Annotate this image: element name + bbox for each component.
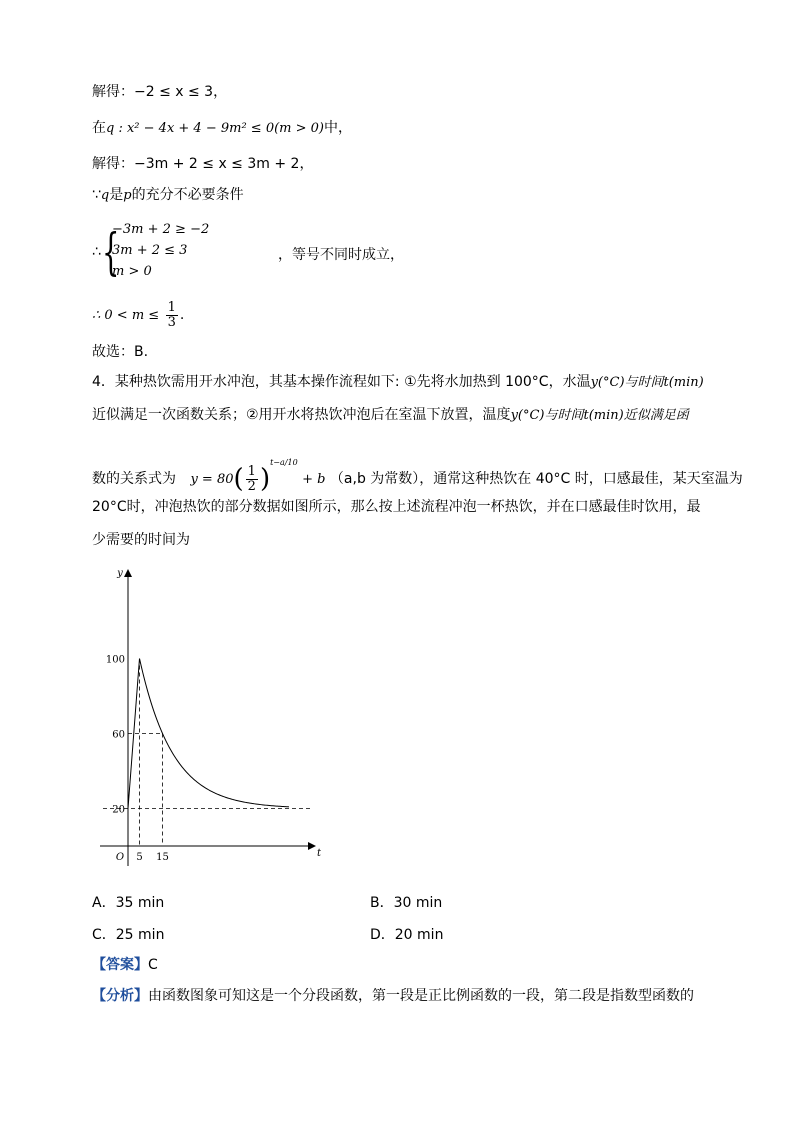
system-row-3: m > 0 bbox=[112, 264, 152, 279]
analysis-text: 由函数图象可知这是一个分段函数，第一段是正比例函数的一段，第二段是指数型函数的 bbox=[148, 988, 694, 1004]
fraction-one-third bbox=[166, 301, 178, 330]
q-line1-text: 4．某种热饮需用开水冲泡，其基本操作流程如下: ①先将水加热到 100°C，水温 bbox=[92, 374, 591, 390]
system-note: ，等号不同时成立， bbox=[278, 247, 404, 263]
solution-line-1: 解得：−2 ≤ x ≤ 3， bbox=[92, 84, 228, 100]
half-numerator: 1 bbox=[247, 463, 256, 479]
because-symbol: ∵ bbox=[92, 187, 101, 203]
q-line1-t: t(min) bbox=[663, 375, 704, 390]
x-axis-label: t bbox=[316, 848, 322, 859]
answer-value: C bbox=[148, 957, 158, 973]
x-tick-label-5: 5 bbox=[136, 852, 143, 863]
temperature-time-graph bbox=[90, 560, 340, 870]
origin-label: O bbox=[115, 852, 125, 863]
y-tick-label-20: 20 bbox=[112, 804, 125, 816]
inequality-system bbox=[92, 222, 412, 284]
q-line3-rest: （a,b 为常数），通常这种热饮在 40°C 时，口感最佳，某天室温为 bbox=[329, 471, 743, 487]
therefore-symbol: ∴ bbox=[92, 244, 101, 260]
fraction-numerator: 1 bbox=[167, 299, 176, 315]
line6-period: . bbox=[179, 307, 185, 323]
analysis-line bbox=[92, 986, 694, 1006]
answer-tag: 【答案】 bbox=[92, 957, 148, 973]
y-axis-label: y bbox=[117, 568, 123, 579]
line2-suffix: 中， bbox=[324, 120, 352, 136]
y-tick-label-60: 60 bbox=[112, 729, 125, 741]
var-p: p bbox=[123, 188, 132, 203]
solution-line-3: 解得：−3m + 2 ≤ x ≤ 3m + 2， bbox=[92, 156, 314, 172]
inequality-q: q : x² − 4x + 4 − 9m² ≤ 0(m > 0) bbox=[106, 121, 324, 136]
question-line-5: 少需要的时间为 bbox=[92, 532, 190, 548]
solution-line-2 bbox=[92, 118, 352, 139]
half-denominator: 2 bbox=[247, 478, 256, 494]
option-b[interactable]: B．30 min bbox=[370, 895, 443, 911]
question-line-2 bbox=[92, 405, 689, 426]
cooling-curve bbox=[140, 659, 290, 807]
formula-half bbox=[246, 465, 258, 494]
q-line2-text: 近似满足一次函数关系；②用开水将热饮冲泡后在室温下放置，温度 bbox=[92, 407, 511, 423]
q-line1-y: y(°C)与时间 bbox=[590, 375, 664, 390]
formula-suffix: + b bbox=[302, 472, 326, 487]
question-line-4: 20°C时，冲泡热饮的部分数据如图所示，那么按上述流程冲泡一杯热饮，并在口感最佳时饮用，最 bbox=[92, 499, 701, 515]
formula-prefix: y = 80 bbox=[190, 472, 234, 487]
system-row-1: −3m + 2 ≥ −2 bbox=[112, 222, 210, 237]
y-tick-label-100: 100 bbox=[105, 654, 125, 666]
var-q: q bbox=[100, 188, 110, 203]
option-a[interactable]: A．35 min bbox=[92, 895, 165, 911]
question-line-1 bbox=[92, 372, 704, 393]
q-line2-y: y(°C)与时间 bbox=[510, 408, 584, 423]
line4-mid: 是 bbox=[109, 187, 124, 203]
line4-suffix: 的充分不必要条件 bbox=[131, 187, 244, 203]
formula-exponent: t−a/10 bbox=[270, 458, 298, 467]
analysis-tag: 【分析】 bbox=[92, 988, 148, 1004]
q-line3-text: 数的关系式为 bbox=[92, 471, 176, 487]
question-line-3 bbox=[92, 446, 743, 497]
x-tick-label-15: 15 bbox=[156, 852, 169, 863]
paren-open: ( bbox=[233, 464, 244, 494]
solution-line-4 bbox=[92, 185, 244, 206]
answer-line bbox=[92, 955, 158, 975]
fraction-denominator: 3 bbox=[167, 314, 176, 330]
solution-line-6 bbox=[92, 300, 184, 331]
system-brace: { bbox=[102, 223, 120, 281]
line2-prefix: 在 bbox=[92, 120, 106, 136]
range-m: ∴ 0 < m ≤ bbox=[92, 308, 160, 323]
q-line2-t: t(min)近似满足函 bbox=[583, 408, 689, 423]
system-row-2: 3m + 2 ≤ 3 bbox=[112, 243, 188, 258]
solution-choice: 故选：B. bbox=[92, 344, 149, 360]
option-c[interactable]: C．25 min bbox=[92, 927, 165, 943]
paren-close: ) bbox=[259, 464, 271, 494]
option-d[interactable]: D．20 min bbox=[370, 927, 444, 943]
